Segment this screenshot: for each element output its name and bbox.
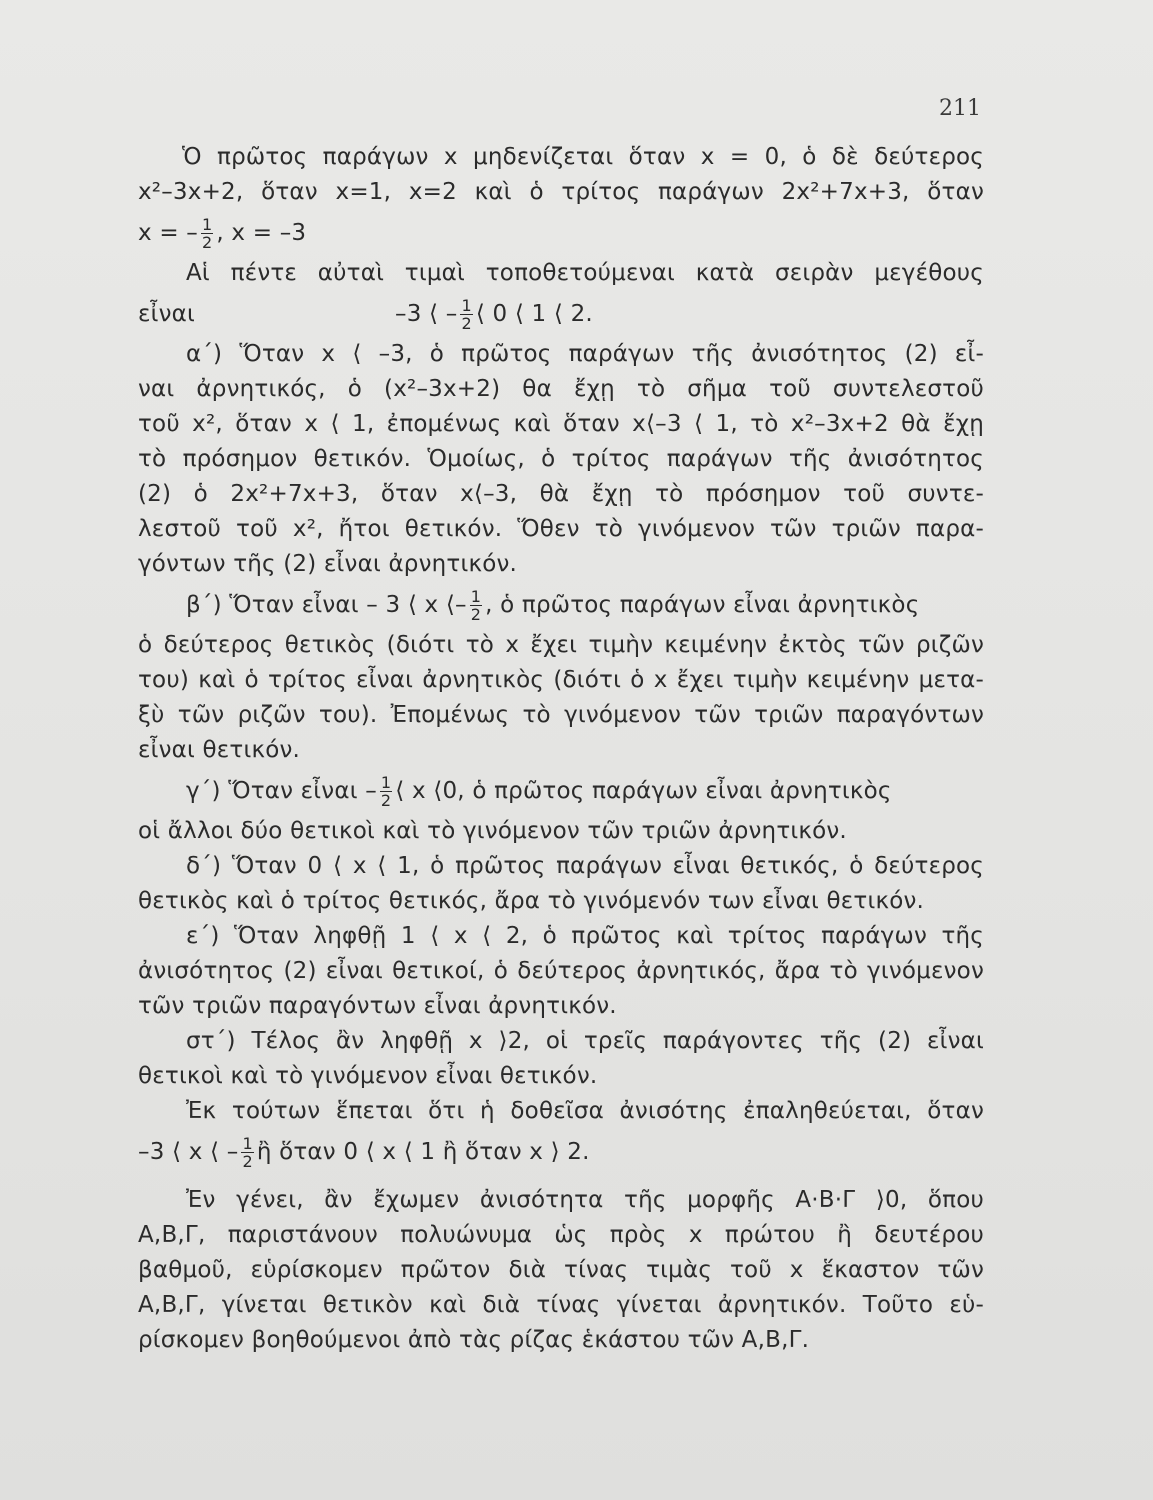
text-line: ναι ἀρνητικός, ὁ (x²–3x+2) θα ἔχῃ τὸ σῆμα τοῦ συντελεστοῦ xyxy=(138,376,984,402)
fraction-denominator: 2 xyxy=(470,605,482,624)
text-line: Α,Β,Γ, παριστάνουν πολυώνυμα ὡς πρὸς x πρώτου ἢ δευτέρου xyxy=(138,1222,984,1248)
fraction-numerator: 1 xyxy=(461,296,472,315)
text-line: ξὺ τῶν ριζῶν του). Ἐπομένως τὸ γινόμενον τῶν τριῶν παραγόντων xyxy=(138,702,984,728)
fraction-denominator: 2 xyxy=(202,233,213,252)
text-line: ρίσκομεν βοηθούμενοι ἀπὸ τὰς ρίζας ἑκάστου τῶν Α,Β,Γ. xyxy=(138,1327,810,1353)
text-line: θετικὸς καὶ ὁ τρίτος θετικός, ἄρα τὸ γινόμενόν των εἶναι θετικόν. xyxy=(138,888,925,914)
math-text: –3 ⟨ x ⟨ – xyxy=(138,1139,239,1165)
math-text: ⟨ x ⟨0, ὁ πρῶτος παράγων εἶναι ἀρνητικὸς xyxy=(395,778,892,804)
text-line: γόντων τῆς (2) εἶναι ἀρνητικόν. xyxy=(138,551,518,577)
text-line: θετικοὶ καὶ τὸ γινόμενον εἶναι θετικόν. xyxy=(138,1063,598,1089)
text-line: τῶν τριῶν παραγόντων εἶναι ἀρνητικόν. xyxy=(138,993,617,1019)
text-line: Α,Β,Γ, γίνεται θετικὸν καὶ διὰ τίνας γίνεται ἀρνητικόν. Τοῦτο εὑ- xyxy=(138,1292,984,1318)
page-body xyxy=(138,140,984,1358)
fraction-one-half xyxy=(380,774,392,809)
math-text: ἢ ὅταν 0 ⟨ x ⟨ 1 ἢ ὅταν x ⟩ 2. xyxy=(256,1139,590,1165)
math-line xyxy=(138,582,984,628)
fraction-one-half xyxy=(241,1135,253,1170)
math-line xyxy=(138,768,984,814)
text-line: Ἐν γένει, ἂν ἔχωμεν ἀνισότητα τῆς μορφῆς Α·Β·Γ ⟩0, ὅπου xyxy=(186,1187,984,1213)
fraction-numerator: 1 xyxy=(242,1134,253,1153)
fraction-denominator: 2 xyxy=(461,314,472,333)
text-line: στ΄) Τέλος ἂν ληφθῇ x ⟩2, οἱ τρεῖς παράγοντες τῆς (2) εἶναι xyxy=(186,1028,984,1054)
fraction-numerator: 1 xyxy=(380,773,392,792)
text-line: Αἱ πέντε αὐταὶ τιμαὶ τοποθετούμεναι κατὰ σειρὰν μεγέθους xyxy=(186,260,984,286)
text-line: οἱ ἄλλοι δύο θετικοὶ καὶ τὸ γινόμενον τῶν τριῶν ἀρνητικόν. xyxy=(138,818,847,844)
math-text: , x = –3 xyxy=(216,220,307,246)
text-line: x²–3x+2, ὅταν x=1, x=2 καὶ ὁ τρίτος παράγων 2x²+7x+3, ὅταν xyxy=(138,179,984,205)
math-line xyxy=(138,291,984,337)
text-line: Ἐκ τούτων ἕπεται ὅτι ἡ δοθεῖσα ἀνισότης ἐπαληθεύεται, ὅταν xyxy=(186,1098,984,1124)
fraction-one-half xyxy=(470,588,482,623)
text-line: τὸ πρόσημον θετικόν. Ὁμοίως, ὁ τρίτος παράγων τῆς ἀνισότητος xyxy=(138,446,984,472)
text-line: εἶναι θετικόν. xyxy=(138,737,301,763)
text-line: ἀνισότητος (2) εἶναι θετικοί, ὁ δεύτερος ἀρνητικός, ἄρα τὸ γινόμενον xyxy=(138,958,984,984)
text-line: ε΄) Ὅταν ληφθῇ 1 ⟨ x ⟨ 2, ὁ πρῶτος καὶ τρίτος παράγων τῆς xyxy=(186,923,984,949)
math-text: εἶναι xyxy=(138,301,196,327)
text-line: λεστοῦ τοῦ x², ἤτοι θετικόν. Ὅθεν τὸ γινόμενον τῶν τριῶν παρα- xyxy=(138,516,984,542)
page-number: 211 xyxy=(939,96,981,121)
math-line xyxy=(138,1129,984,1175)
fraction-denominator: 2 xyxy=(242,1152,253,1171)
text-line: ὁ δεύτερος θετικὸς (διότι τὸ x ἔχει τιμὴν κειμένην ἐκτὸς τῶν ριζῶν xyxy=(138,632,984,658)
text-line: α΄) Ὅταν x ⟨ –3, ὁ πρῶτος παράγων τῆς ἀνισότητος (2) εἶ- xyxy=(186,341,984,367)
text-line: του) καὶ ὁ τρίτος εἶναι ἀρνητικὸς (διότι ὁ x ἔχει τιμὴν κειμένην μετα- xyxy=(138,667,984,693)
text-line: βαθμοῦ, εὑρίσκομεν πρῶτον διὰ τίνας τιμὰς τοῦ x ἕκαστον τῶν xyxy=(138,1257,984,1283)
text-line: (2) ὁ 2x²+7x+3, ὅταν x⟨–3, θὰ ἔχῃ τὸ πρόσημον τοῦ συντε- xyxy=(138,481,984,507)
text-line: τοῦ x², ὅταν x ⟨ 1, ἐπομένως καὶ ὅταν x⟨–3 ⟨ 1, τὸ x²–3x+2 θὰ ἔχῃ xyxy=(138,411,984,437)
fraction-numerator: 1 xyxy=(470,587,482,606)
math-text: x = – xyxy=(138,220,199,246)
fraction-one-half xyxy=(201,216,213,251)
text-line: δ΄) Ὅταν 0 ⟨ x ⟨ 1, ὁ πρῶτος παράγων εἶναι θετικός, ὁ δεύτερος xyxy=(186,853,984,879)
math-text: γ΄) Ὅταν εἶναι – xyxy=(186,778,377,804)
math-line xyxy=(138,210,984,256)
fraction-one-half xyxy=(460,297,472,332)
fraction-denominator: 2 xyxy=(380,791,392,810)
math-text: β΄) Ὅταν εἶναι – 3 ⟨ x ⟨– xyxy=(186,592,467,618)
math-text: , ὁ πρῶτος παράγων εἶναι ἀρνητικὸς xyxy=(485,592,920,618)
text-line: Ὁ πρῶτος παράγων x μηδενίζεται ὅταν x = 0, ὁ δὲ δεύτερος xyxy=(182,144,984,170)
fraction-numerator: 1 xyxy=(202,215,213,234)
math-text: ⟨ 0 ⟨ 1 ⟨ 2. xyxy=(475,301,593,327)
math-text: –3 ⟨ – xyxy=(395,301,458,327)
